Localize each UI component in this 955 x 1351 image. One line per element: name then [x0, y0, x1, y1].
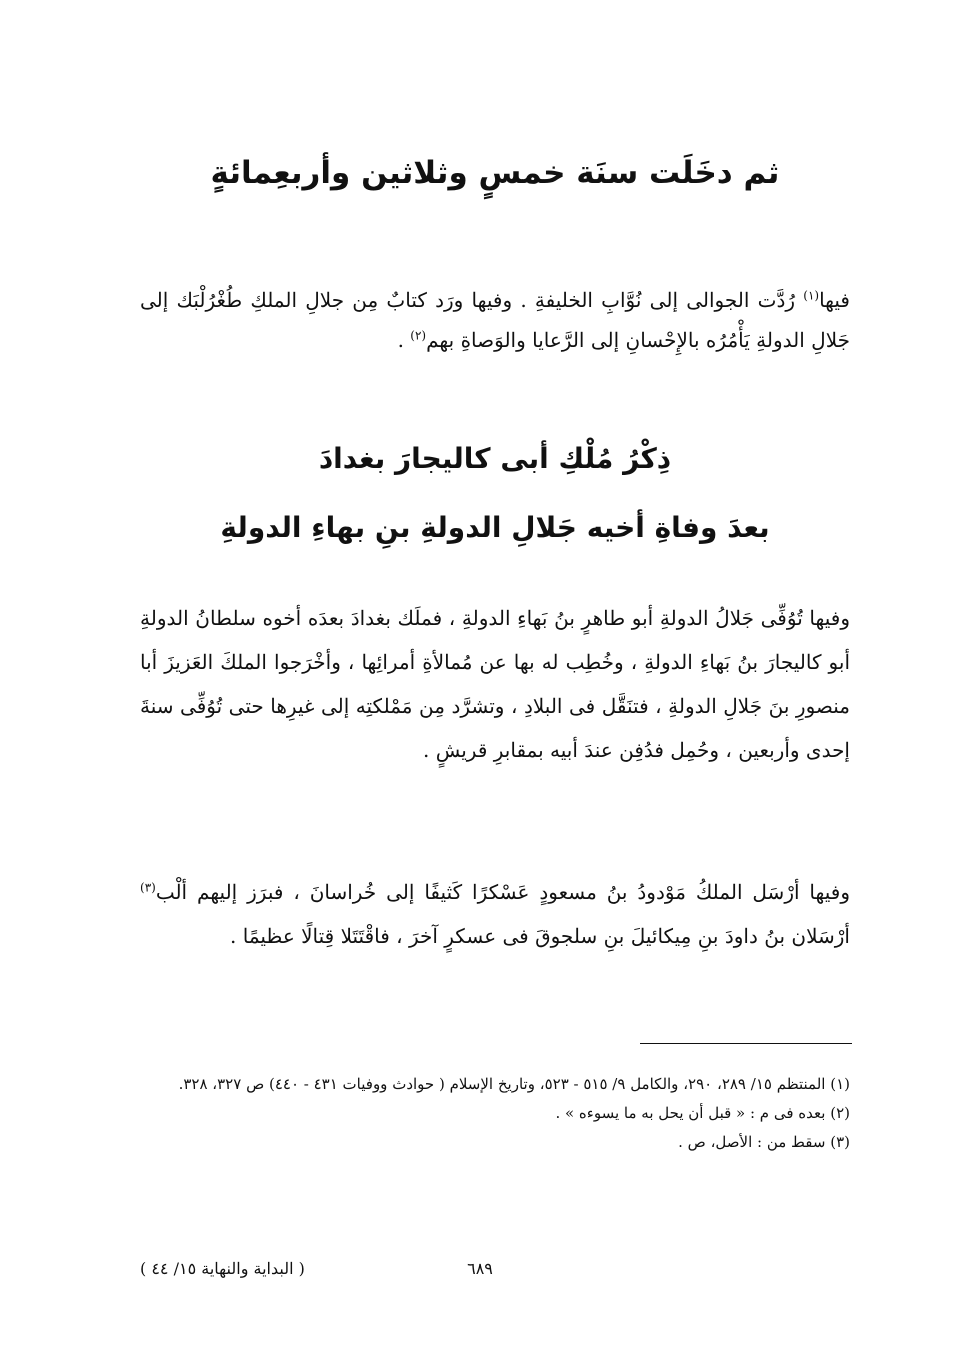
footnote-1: (١) المنتظم ١٥/ ٢٨٩، ٢٩٠، والكامل ٩/ ٥١٥ - ٥٢٣، وتاريخ الإسلام ( حوادث ووفيات ٤٣١ - ٤٤٠) ص ٣٢٧، ٣٢٨. — [178, 1075, 850, 1093]
footnote-2: (٢) بعده فى م : « قبل أن يحل به ما يسوءه » . — [555, 1104, 850, 1122]
footnotes — [140, 1070, 850, 1157]
page-number: ٦٨٩ — [467, 1259, 493, 1278]
paragraph-2-text-start: وفيها أرْسَل الملكُ مَوْدودُ بنُ مسعودٍ عَسْكرًا كَثيفًا إلى خُراسانَ ، فبرَز إليهم ألْب — [155, 880, 850, 904]
paragraph-2-text-end: أرْسَلان بنُ داودَ بنِ مِيكائيلَ بنِ سلجوقَ فى عسكرٍ آخرَ ، فاقْتَتَلا قِتالًا عظيمًا . — [230, 924, 850, 948]
body-paragraph-2 — [140, 870, 850, 958]
footnote-divider — [640, 1043, 852, 1044]
section-heading-line-1: ذِكْرُ مُلْكِ أبى كاليجارَ بغدادَ — [318, 442, 672, 475]
section-heading-line-2: بعدَ وفاةِ أخيه جَلالِ الدولةِ بنِ بهاءِ الدولةِ — [220, 511, 770, 544]
running-title: ( البداية والنهاية ١٥/ ٤٤ ) — [140, 1259, 305, 1278]
footnote-ref-2: (٢) — [410, 328, 427, 343]
footnote-3: (٣) سقط من : الأصل، ص . — [678, 1133, 850, 1151]
page-title: ثم دخَلَت سنَة خمسٍ وثلاثين وأربعِمائةٍ — [210, 155, 780, 191]
intro-text-end: . — [397, 328, 411, 352]
body-paragraph-1: وفيها تُوُفِّى جَلالُ الدولةِ أبو طاهرٍ بنُ بَهاءِ الدولةِ ، فملَك بغدادَ بعدَه أخوه سلطانُ الدولةِ أبو كاليجارَ بنُ بَهاءِ الدولةِ ، وخُطِب له بها عن مُمالأةِ أمرائِها ، وأخْرَجوا الملكَ العَزيزَ أبا منصورِ بنَ جَلالِ الدولةِ ، فتنَقَّل فى البلادِ ، وتشرَّد مِن مَمْلكتِه إلى غيرِها حتى تُوُفِّى سنةَ إحدى وأربعين ، وحُمِل فدُفِن عندَ أبيه بمقابرِ قريشٍ . — [140, 606, 850, 762]
intro-text-start: فيها — [819, 288, 850, 312]
intro-text-middle: رُدَّت الجوالى إلى نُوَّابِ الخليفةِ . وفيها ورَد كتابٌ مِن جلالِ الملكِ طُغْرُلْبَك إلى جَلالِ الدولةِ يَأْمُرُه بالإِحْسانِ إلى الرَّعايا والوَصاةِ بهم — [140, 288, 850, 352]
intro-paragraph — [140, 280, 850, 360]
footnote-ref-3: (٣) — [140, 880, 156, 895]
footnote-ref-1: (١) — [803, 288, 820, 303]
